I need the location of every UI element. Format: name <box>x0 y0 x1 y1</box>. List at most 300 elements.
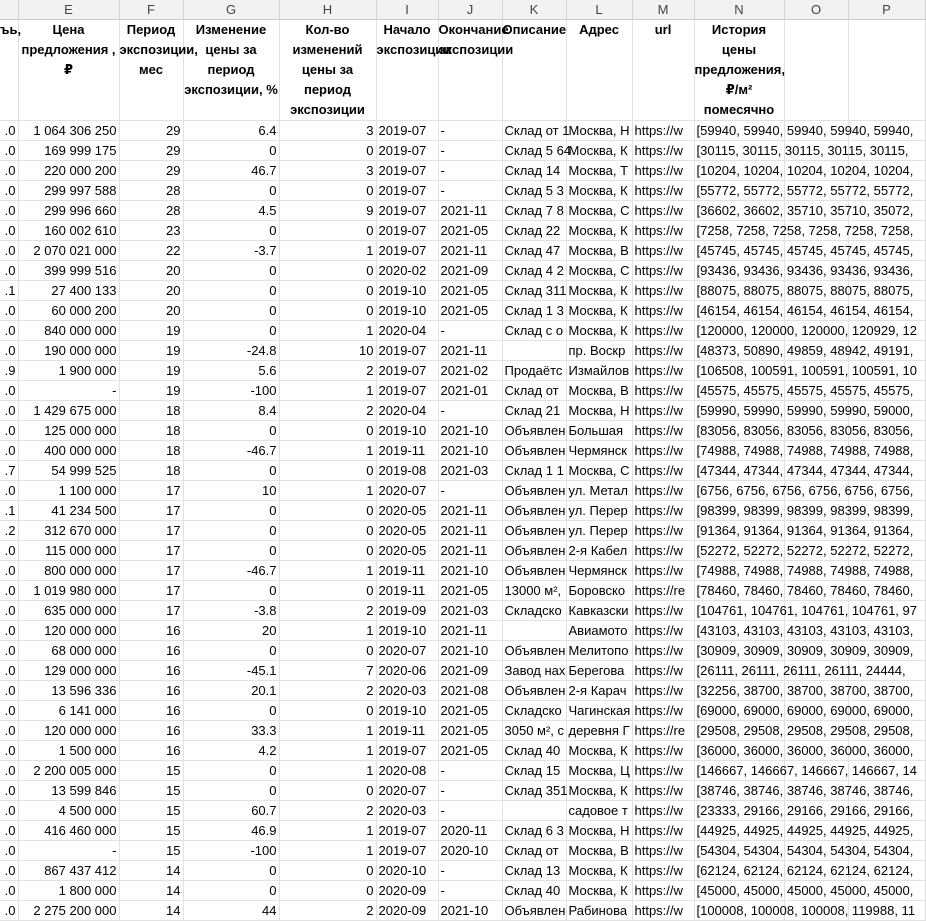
cell[interactable]: Склад 351 <box>502 781 566 801</box>
cell[interactable]: 0 <box>279 301 376 321</box>
cell[interactable]: 2020-05 <box>376 501 438 521</box>
cell[interactable]: -3.7 <box>183 241 279 261</box>
cell[interactable]: [43103, 43103, 43103, 43103, 43103, <box>694 621 784 641</box>
cell[interactable]: .0 <box>0 321 18 341</box>
cell[interactable]: 60.7 <box>183 801 279 821</box>
cell[interactable]: Мелитопо <box>566 641 632 661</box>
cell[interactable]: 3 <box>279 121 376 141</box>
cell[interactable]: 312 670 000 <box>18 521 119 541</box>
cell[interactable]: 2021-05 <box>438 281 502 301</box>
cell[interactable]: - <box>438 161 502 181</box>
cell[interactable]: https://re <box>632 581 694 601</box>
cell[interactable]: [45745, 45745, 45745, 45745, 45745, <box>694 241 784 261</box>
cell[interactable]: 29 <box>119 141 183 161</box>
cell[interactable]: 2019-07 <box>376 841 438 861</box>
header-cell[interactable]: История цены предложения, ₽/м² помесячно <box>694 20 784 121</box>
cell[interactable]: 0 <box>183 641 279 661</box>
cell[interactable]: .0 <box>0 581 18 601</box>
cell[interactable]: Объявлен <box>502 441 566 461</box>
cell[interactable]: 2-я Кабел <box>566 541 632 561</box>
cell[interactable]: 16 <box>119 701 183 721</box>
cell[interactable]: 19 <box>119 381 183 401</box>
cell[interactable]: [120000, 120000, 120000, 120929, 12 <box>694 321 784 341</box>
cell[interactable]: https://w <box>632 501 694 521</box>
cell[interactable]: 2021-11 <box>438 501 502 521</box>
cell[interactable]: [30909, 30909, 30909, 30909, 30909, <box>694 641 784 661</box>
cell[interactable]: 635 000 000 <box>18 601 119 621</box>
cell[interactable]: [55772, 55772, 55772, 55772, 55772, <box>694 181 784 201</box>
cell[interactable]: [98399, 98399, 98399, 98399, 98399, <box>694 501 784 521</box>
cell[interactable]: Объявлен <box>502 521 566 541</box>
cell[interactable]: Авиамото <box>566 621 632 641</box>
cell[interactable]: 2019-07 <box>376 221 438 241</box>
cell[interactable]: 18 <box>119 461 183 481</box>
cell[interactable]: - <box>438 121 502 141</box>
cell[interactable]: 0 <box>183 541 279 561</box>
cell[interactable]: [100008, 100008, 100008, 119988, 11 <box>694 901 784 921</box>
cell[interactable]: 1 <box>279 481 376 501</box>
cell[interactable]: 17 <box>119 601 183 621</box>
cell[interactable]: https://w <box>632 161 694 181</box>
cell[interactable]: .9 <box>0 361 18 381</box>
cell[interactable]: .1 <box>0 501 18 521</box>
header-cell[interactable]: Адрес <box>566 20 632 121</box>
cell[interactable]: -46.7 <box>183 561 279 581</box>
cell[interactable]: - <box>438 801 502 821</box>
cell[interactable]: 19 <box>119 341 183 361</box>
cell[interactable]: 0 <box>279 261 376 281</box>
cell[interactable]: 4.5 <box>183 201 279 221</box>
cell[interactable]: 867 437 412 <box>18 861 119 881</box>
cell[interactable]: 16 <box>119 721 183 741</box>
cell[interactable]: 2019-08 <box>376 461 438 481</box>
cell[interactable]: 2019-10 <box>376 701 438 721</box>
cell[interactable]: https://re <box>632 721 694 741</box>
cell[interactable]: 17 <box>119 581 183 601</box>
cell[interactable]: .0 <box>0 841 18 861</box>
cell[interactable]: https://w <box>632 901 694 921</box>
cell[interactable]: 2 <box>279 901 376 921</box>
column-header-F[interactable]: F <box>119 0 183 20</box>
cell[interactable]: https://w <box>632 141 694 161</box>
cell[interactable]: .0 <box>0 901 18 921</box>
cell[interactable]: 0 <box>279 501 376 521</box>
cell[interactable]: 299 996 660 <box>18 201 119 221</box>
cell[interactable]: .0 <box>0 641 18 661</box>
cell[interactable]: 2020-02 <box>376 261 438 281</box>
cell[interactable]: 1 <box>279 241 376 261</box>
cell[interactable]: https://w <box>632 761 694 781</box>
cell[interactable]: [26111, 26111, 26111, 26111, 24444, <box>694 661 784 681</box>
column-header-I[interactable]: I <box>376 0 438 20</box>
cell[interactable]: [6756, 6756, 6756, 6756, 6756, 6756, <box>694 481 784 501</box>
cell[interactable]: 15 <box>119 821 183 841</box>
cell[interactable]: 22 <box>119 241 183 261</box>
cell[interactable]: Москва, К <box>566 861 632 881</box>
cell[interactable]: 10 <box>279 341 376 361</box>
cell[interactable]: Москва, К <box>566 221 632 241</box>
cell[interactable]: 2019-07 <box>376 241 438 261</box>
cell[interactable]: 2021-03 <box>438 461 502 481</box>
cell[interactable]: Склад 47 <box>502 241 566 261</box>
cell[interactable]: 1 <box>279 841 376 861</box>
column-header-P[interactable]: P <box>848 0 925 20</box>
cell[interactable]: Объявлен <box>502 681 566 701</box>
cell[interactable]: [146667, 146667, 146667, 146667, 14 <box>694 761 784 781</box>
cell[interactable]: 2020-04 <box>376 321 438 341</box>
cell[interactable]: Склад 5 3 <box>502 181 566 201</box>
cell[interactable]: 19 <box>119 321 183 341</box>
cell[interactable]: 20 <box>119 301 183 321</box>
cell[interactable]: 1 <box>279 321 376 341</box>
cell[interactable]: 2021-09 <box>438 261 502 281</box>
cell[interactable]: .0 <box>0 861 18 881</box>
cell[interactable]: 1 <box>279 621 376 641</box>
cell[interactable]: [74988, 74988, 74988, 74988, 74988, <box>694 441 784 461</box>
cell[interactable]: .0 <box>0 761 18 781</box>
cell[interactable]: https://w <box>632 741 694 761</box>
header-cell[interactable]: Описание <box>502 20 566 121</box>
cell[interactable]: Склад 22 <box>502 221 566 241</box>
cell[interactable]: Склад 311 <box>502 281 566 301</box>
cell[interactable]: Склад 5 64 <box>502 141 566 161</box>
cell[interactable]: Склад 1 3 <box>502 301 566 321</box>
cell[interactable]: https://w <box>632 421 694 441</box>
cell[interactable]: 129 000 000 <box>18 661 119 681</box>
cell[interactable]: 0 <box>183 301 279 321</box>
cell[interactable]: 2020-07 <box>376 641 438 661</box>
cell[interactable]: [78460, 78460, 78460, 78460, 78460, <box>694 581 784 601</box>
cell[interactable] <box>502 621 566 641</box>
cell[interactable]: -100 <box>183 381 279 401</box>
cell[interactable]: 0 <box>279 521 376 541</box>
cell[interactable]: Склад 7 8 <box>502 201 566 221</box>
cell[interactable]: 0 <box>279 221 376 241</box>
cell[interactable]: 14 <box>119 881 183 901</box>
cell[interactable]: [48373, 50890, 49859, 48942, 49191, <box>694 341 784 361</box>
column-header-E[interactable]: E <box>18 0 119 20</box>
cell[interactable]: 0 <box>183 261 279 281</box>
cell[interactable]: 2020-11 <box>438 821 502 841</box>
cell[interactable]: 2021-11 <box>438 621 502 641</box>
cell[interactable]: 2021-10 <box>438 441 502 461</box>
cell[interactable]: 2021-10 <box>438 901 502 921</box>
cell[interactable]: 2 <box>279 801 376 821</box>
cell[interactable]: - <box>438 401 502 421</box>
cell[interactable]: 13000 м², <box>502 581 566 601</box>
cell[interactable]: 0 <box>183 221 279 241</box>
cell[interactable]: .0 <box>0 741 18 761</box>
cell[interactable]: 7 <box>279 661 376 681</box>
cell[interactable]: https://w <box>632 321 694 341</box>
cell[interactable]: 0 <box>183 781 279 801</box>
cell[interactable]: 1 500 000 <box>18 741 119 761</box>
cell[interactable]: 1 429 675 000 <box>18 401 119 421</box>
header-cell[interactable]: Цена предложения , ₽ <box>18 20 119 121</box>
cell[interactable]: [62124, 62124, 62124, 62124, 62124, <box>694 861 784 881</box>
column-header-O[interactable]: O <box>784 0 848 20</box>
cell[interactable]: 10 <box>183 481 279 501</box>
cell[interactable]: 2019-07 <box>376 141 438 161</box>
cell[interactable]: Москва, С <box>566 261 632 281</box>
cell[interactable]: Склад 4 2 <box>502 261 566 281</box>
cell[interactable]: 0 <box>183 461 279 481</box>
cell[interactable]: 17 <box>119 561 183 581</box>
cell[interactable]: 2019-07 <box>376 381 438 401</box>
cell[interactable]: 23 <box>119 221 183 241</box>
cell[interactable]: 2 <box>279 601 376 621</box>
column-header-M[interactable]: M <box>632 0 694 20</box>
cell[interactable]: 2020-07 <box>376 481 438 501</box>
cell[interactable]: - <box>438 761 502 781</box>
cell[interactable]: 17 <box>119 481 183 501</box>
cell[interactable]: 2020-06 <box>376 661 438 681</box>
cell[interactable]: 20 <box>119 281 183 301</box>
cell[interactable]: 1 <box>279 761 376 781</box>
cell[interactable]: Москва, К <box>566 301 632 321</box>
cell[interactable]: 18 <box>119 401 183 421</box>
cell[interactable]: [36000, 36000, 36000, 36000, 36000, <box>694 741 784 761</box>
cell[interactable]: .0 <box>0 401 18 421</box>
cell[interactable]: пр. Воскр <box>566 341 632 361</box>
cell[interactable]: Москва, К <box>566 141 632 161</box>
cell[interactable]: [7258, 7258, 7258, 7258, 7258, 7258, <box>694 221 784 241</box>
cell[interactable]: https://w <box>632 201 694 221</box>
cell[interactable] <box>502 341 566 361</box>
cell[interactable]: -100 <box>183 841 279 861</box>
cell[interactable]: 120 000 000 <box>18 621 119 641</box>
cell[interactable]: 2019-11 <box>376 561 438 581</box>
cell[interactable]: 0 <box>279 641 376 661</box>
cell[interactable]: 2019-07 <box>376 361 438 381</box>
header-cell[interactable]: Кол-во изменений цены за период экспозиции <box>279 20 376 121</box>
cell[interactable]: [59990, 59990, 59990, 59990, 59000, <box>694 401 784 421</box>
cell[interactable]: [10204, 10204, 10204, 10204, 10204, <box>694 161 784 181</box>
cell[interactable]: 2019-10 <box>376 281 438 301</box>
cell[interactable]: 20 <box>183 621 279 641</box>
cell[interactable]: [106508, 100591, 100591, 100591, 10 <box>694 361 784 381</box>
cell[interactable]: -45.1 <box>183 661 279 681</box>
cell[interactable]: 2020-04 <box>376 401 438 421</box>
cell[interactable]: 2021-01 <box>438 381 502 401</box>
cell[interactable]: 220 000 200 <box>18 161 119 181</box>
cell[interactable]: Москва, С <box>566 201 632 221</box>
cell[interactable]: Объявлен <box>502 541 566 561</box>
cell[interactable]: Склад 40 <box>502 741 566 761</box>
column-header-K[interactable]: K <box>502 0 566 20</box>
cell[interactable]: 54 999 525 <box>18 461 119 481</box>
cell[interactable]: Москва, Н <box>566 401 632 421</box>
cell[interactable]: [46154, 46154, 46154, 46154, 46154, <box>694 301 784 321</box>
cell[interactable]: .1 <box>0 281 18 301</box>
cell[interactable]: Завод нах <box>502 661 566 681</box>
cell[interactable]: -46.7 <box>183 441 279 461</box>
cell[interactable]: [54304, 54304, 54304, 54304, 54304, <box>694 841 784 861</box>
cell[interactable]: -24.8 <box>183 341 279 361</box>
cell[interactable]: .0 <box>0 241 18 261</box>
cell[interactable]: 0 <box>279 141 376 161</box>
cell[interactable]: 0 <box>183 521 279 541</box>
column-header-left[interactable] <box>0 0 18 20</box>
cell[interactable]: 0 <box>279 881 376 901</box>
cell[interactable]: Склад 21 <box>502 401 566 421</box>
cell[interactable]: .0 <box>0 141 18 161</box>
cell[interactable]: 16 <box>119 681 183 701</box>
cell[interactable]: 33.3 <box>183 721 279 741</box>
cell[interactable]: https://w <box>632 541 694 561</box>
cell[interactable]: https://w <box>632 661 694 681</box>
cell[interactable]: 1 100 000 <box>18 481 119 501</box>
cell[interactable]: 16 <box>119 661 183 681</box>
cell[interactable]: Чагинская <box>566 701 632 721</box>
cell[interactable]: 17 <box>119 501 183 521</box>
cell[interactable]: Москва, Н <box>566 821 632 841</box>
cell[interactable]: https://w <box>632 781 694 801</box>
cell[interactable]: 2020-03 <box>376 681 438 701</box>
cell[interactable]: Склад 1 1 <box>502 461 566 481</box>
cell[interactable]: https://w <box>632 441 694 461</box>
cell[interactable]: Складско <box>502 701 566 721</box>
cell[interactable]: 0 <box>183 281 279 301</box>
header-cell[interactable]: Начало экспозиции <box>376 20 438 121</box>
cell[interactable]: 68 000 000 <box>18 641 119 661</box>
column-header-J[interactable]: J <box>438 0 502 20</box>
cell[interactable]: 2021-05 <box>438 741 502 761</box>
cell[interactable]: .0 <box>0 621 18 641</box>
cell[interactable]: 28 <box>119 201 183 221</box>
cell[interactable]: 1 900 000 <box>18 361 119 381</box>
cell[interactable]: Склад с о <box>502 321 566 341</box>
cell[interactable]: 0 <box>183 881 279 901</box>
cell[interactable]: .0 <box>0 181 18 201</box>
cell[interactable]: https://w <box>632 481 694 501</box>
cell[interactable]: 18 <box>119 421 183 441</box>
cell[interactable]: [59940, 59940, 59940, 59940, 59940, <box>694 121 784 141</box>
cell[interactable]: 2021-11 <box>438 241 502 261</box>
cell[interactable]: 2019-10 <box>376 301 438 321</box>
cell[interactable]: https://w <box>632 401 694 421</box>
cell[interactable]: 1 800 000 <box>18 881 119 901</box>
cell[interactable]: 2021-05 <box>438 221 502 241</box>
cell[interactable]: .0 <box>0 541 18 561</box>
cell[interactable]: 2020-09 <box>376 901 438 921</box>
cell[interactable]: .0 <box>0 601 18 621</box>
cell[interactable]: 1 019 980 000 <box>18 581 119 601</box>
cell[interactable]: 0 <box>279 581 376 601</box>
cell[interactable]: Москва, С <box>566 461 632 481</box>
cell[interactable]: .0 <box>0 261 18 281</box>
cell[interactable]: 2019-11 <box>376 721 438 741</box>
cell[interactable]: https://w <box>632 821 694 841</box>
cell[interactable]: 44 <box>183 901 279 921</box>
cell[interactable]: 2020-08 <box>376 761 438 781</box>
cell[interactable]: [45000, 45000, 45000, 45000, 45000, <box>694 881 784 901</box>
cell[interactable]: Москва, В <box>566 241 632 261</box>
cell[interactable]: [44925, 44925, 44925, 44925, 44925, <box>694 821 784 841</box>
cell[interactable]: 190 000 000 <box>18 341 119 361</box>
cell[interactable]: Склад от 1 <box>502 121 566 141</box>
cell[interactable]: Складско <box>502 601 566 621</box>
cell[interactable]: 1 <box>279 741 376 761</box>
cell[interactable]: 169 999 175 <box>18 141 119 161</box>
cell[interactable]: 2019-07 <box>376 201 438 221</box>
cell[interactable]: 2020-09 <box>376 881 438 901</box>
cell[interactable]: 1 064 306 250 <box>18 121 119 141</box>
cell[interactable]: [83056, 83056, 83056, 83056, 83056, <box>694 421 784 441</box>
cell[interactable]: - <box>438 481 502 501</box>
cell[interactable]: .0 <box>0 341 18 361</box>
cell[interactable]: Москва, К <box>566 781 632 801</box>
cell[interactable]: .0 <box>0 421 18 441</box>
cell[interactable]: ул. Перер <box>566 501 632 521</box>
cell[interactable]: Склад 6 3 <box>502 821 566 841</box>
cell[interactable]: 0 <box>183 761 279 781</box>
cell[interactable]: [47344, 47344, 47344, 47344, 47344, <box>694 461 784 481</box>
column-header-N[interactable]: N <box>694 0 784 20</box>
cell[interactable]: 0 <box>279 181 376 201</box>
cell[interactable]: https://w <box>632 621 694 641</box>
cell[interactable]: Измайлов <box>566 361 632 381</box>
cell[interactable]: Склад 40 <box>502 881 566 901</box>
cell[interactable]: Склад от <box>502 841 566 861</box>
cell[interactable]: -3.8 <box>183 601 279 621</box>
cell[interactable]: [29508, 29508, 29508, 29508, 29508, <box>694 721 784 741</box>
cell[interactable]: [23333, 29166, 29166, 29166, 29166, <box>694 801 784 821</box>
cell[interactable]: https://w <box>632 301 694 321</box>
cell[interactable]: 15 <box>119 801 183 821</box>
cell[interactable]: https://w <box>632 461 694 481</box>
cell[interactable]: 2019-07 <box>376 161 438 181</box>
cell[interactable]: .0 <box>0 481 18 501</box>
cell[interactable]: Москва, В <box>566 841 632 861</box>
cell[interactable]: .0 <box>0 681 18 701</box>
cell[interactable]: Склад 15 <box>502 761 566 781</box>
cell[interactable]: https://w <box>632 801 694 821</box>
cell[interactable]: 2021-10 <box>438 421 502 441</box>
cell[interactable]: 2 <box>279 401 376 421</box>
cell[interactable]: https://w <box>632 521 694 541</box>
cell[interactable]: 3050 м², с <box>502 721 566 741</box>
cell[interactable]: 0 <box>183 181 279 201</box>
cell[interactable]: Москва, К <box>566 881 632 901</box>
cell[interactable]: 16 <box>119 741 183 761</box>
cell[interactable]: .7 <box>0 461 18 481</box>
cell[interactable]: садовое т <box>566 801 632 821</box>
cell[interactable]: .0 <box>0 781 18 801</box>
cell[interactable]: 2 070 021 000 <box>18 241 119 261</box>
cell[interactable]: [36602, 36602, 35710, 35710, 35072, <box>694 201 784 221</box>
cell[interactable]: 800 000 000 <box>18 561 119 581</box>
cell[interactable]: 18 <box>119 441 183 461</box>
cell[interactable]: деревня Г <box>566 721 632 741</box>
cell[interactable]: https://w <box>632 121 694 141</box>
cell[interactable]: 2 <box>279 361 376 381</box>
cell[interactable]: 115 000 000 <box>18 541 119 561</box>
cell[interactable]: Склад от <box>502 381 566 401</box>
cell[interactable]: 2021-11 <box>438 541 502 561</box>
cell[interactable]: Объявлен <box>502 561 566 581</box>
cell[interactable]: Рабинова <box>566 901 632 921</box>
cell[interactable]: 2021-11 <box>438 521 502 541</box>
cell[interactable]: 2021-02 <box>438 361 502 381</box>
cell[interactable]: 2 <box>279 681 376 701</box>
cell[interactable]: Москва, К <box>566 281 632 301</box>
cell[interactable]: - <box>438 881 502 901</box>
cell[interactable]: Кавказски <box>566 601 632 621</box>
cell[interactable]: https://w <box>632 641 694 661</box>
cell[interactable]: Боровско <box>566 581 632 601</box>
cell[interactable]: 2021-09 <box>438 661 502 681</box>
